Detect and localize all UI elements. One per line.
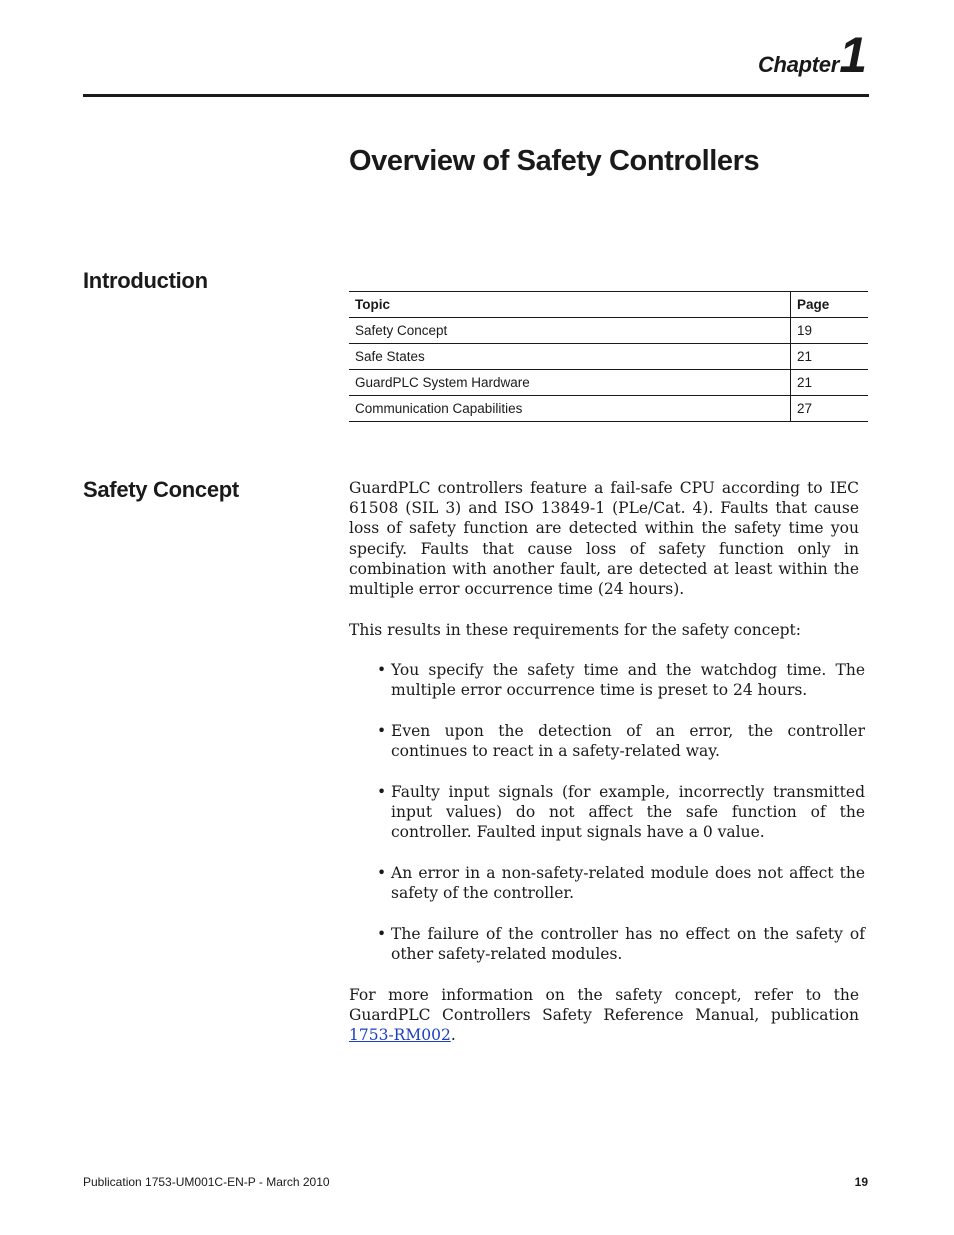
footer-page-number: 19 [854,1175,868,1189]
list-item: • Faulty input signals (for example, incorrectly transmitted input values) do not affect the safe function of the controller. Faulted input signals have a 0 value. [375,782,865,843]
chapter-divider [83,94,869,97]
list-item: • You specify the safety time and the watchdog time. The multiple error occurrence time is preset to 24 hours. [375,660,865,700]
table-row [349,318,868,344]
table-row [349,344,868,370]
publication-link[interactable]: 1753-RM002 [349,1026,451,1045]
topic-table [349,291,868,422]
reference-suffix: . [450,1026,456,1045]
column-header-page: Page [791,292,869,318]
topic-cell: Safety Concept [355,323,448,338]
table-header-row [349,292,868,318]
list-item: • Even upon the detection of an error, the controller continues to react in a safety-related way. [375,721,865,761]
topic-cell: Safe States [355,349,425,364]
page-cell: 21 [791,344,869,370]
table-row [349,370,868,396]
page-title: Overview of Safety Controllers [349,145,760,177]
chapter-number: 1 [839,27,867,83]
requirements-intro-paragraph: This results in these requirements for the safety concept: [349,621,801,639]
requirements-list [375,660,865,985]
page-cell: 21 [791,370,869,396]
topic-cell: GuardPLC System Hardware [355,375,530,390]
safety-concept-paragraph: GuardPLC controllers feature a fail-safe CPU according to IEC 61508 (SIL 3) and ISO 13849-1 (PLe/Cat. 4). Faults that cause loss of safety function are detected within the safety time you specify. Faults that cause loss of safety function only in combination with another fault, are detected at least within the multiple error occurrence time (24 hours). [349,479,859,599]
safety-concept-heading: Safety Concept [83,477,239,502]
list-item: • An error in a non-safety-related module does not affect the safety of the controller. [375,863,865,903]
chapter-label: Chapter [757,52,839,77]
topic-cell: Communication Capabilities [355,401,523,416]
table-row [349,396,868,422]
footer-publication: Publication 1753-UM001C-EN-P - March 2010 [83,1175,330,1189]
reference-text: For more information on the safety concept, refer to the GuardPLC Controllers Safety Reference Manual, publication [349,986,859,1025]
introduction-heading: Introduction [83,268,208,293]
reference-paragraph [349,985,859,1046]
list-item: • The failure of the controller has no effect on the safety of other safety-related modules. [375,924,865,964]
page-cell: 27 [791,396,869,422]
column-header-topic: Topic [355,297,390,312]
page-cell: 19 [791,318,869,344]
